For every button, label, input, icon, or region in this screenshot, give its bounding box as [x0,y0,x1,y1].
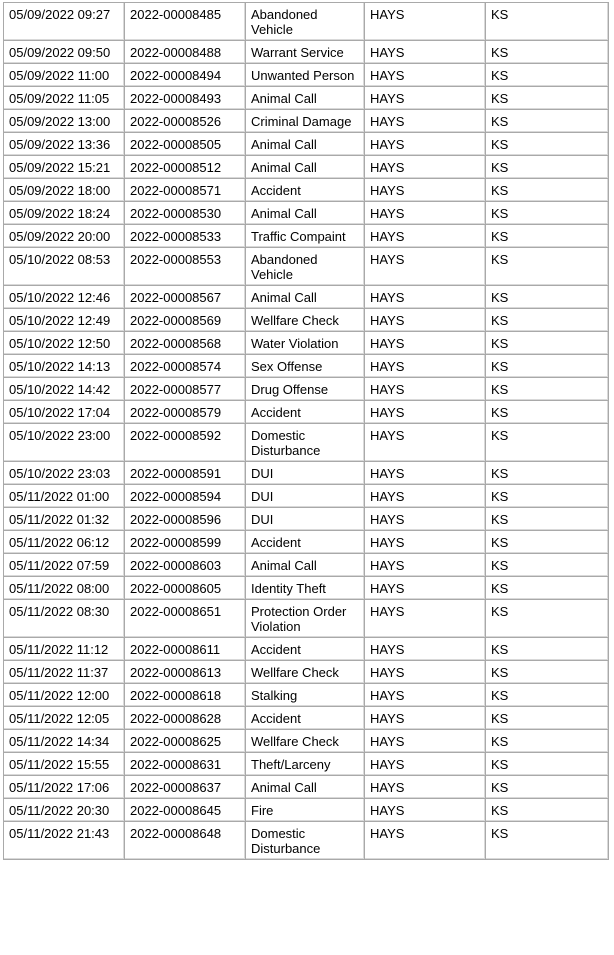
cell-case-number: 2022-00008613 [124,660,245,683]
cell-datetime: 05/10/2022 08:53 [3,247,124,285]
cell-state: KS [485,423,609,461]
cell-incident-type: Domestic Disturbance [245,423,364,461]
cell-state: KS [485,798,609,821]
cell-case-number: 2022-00008530 [124,201,245,224]
cell-datetime: 05/10/2022 14:42 [3,377,124,400]
cell-state: KS [485,109,609,132]
cell-datetime: 05/09/2022 11:00 [3,63,124,86]
cell-state: KS [485,86,609,109]
cell-datetime: 05/09/2022 13:36 [3,132,124,155]
cell-state: KS [485,729,609,752]
cell-city: HAYS [364,729,485,752]
cell-state: KS [485,201,609,224]
cell-datetime: 05/11/2022 08:30 [3,599,124,637]
table-row [3,821,609,860]
cell-state: KS [485,400,609,423]
cell-datetime: 05/09/2022 20:00 [3,224,124,247]
cell-incident-type: Accident [245,400,364,423]
cell-city: HAYS [364,798,485,821]
cell-case-number: 2022-00008651 [124,599,245,637]
cell-state: KS [485,821,609,860]
cell-state: KS [485,752,609,775]
cell-city: HAYS [364,599,485,637]
cell-state: KS [485,155,609,178]
cell-case-number: 2022-00008485 [124,2,245,40]
cell-city: HAYS [364,377,485,400]
cell-incident-type: Wellfare Check [245,660,364,683]
table-row [3,155,609,178]
cell-city: HAYS [364,201,485,224]
cell-state: KS [485,354,609,377]
cell-city: HAYS [364,637,485,660]
cell-incident-type: Fire [245,798,364,821]
table-row [3,224,609,247]
cell-case-number: 2022-00008596 [124,507,245,530]
cell-case-number: 2022-00008611 [124,637,245,660]
cell-city: HAYS [364,224,485,247]
cell-datetime: 05/11/2022 12:00 [3,683,124,706]
cell-state: KS [485,599,609,637]
cell-state: KS [485,224,609,247]
cell-case-number: 2022-00008568 [124,331,245,354]
cell-incident-type: Water Violation [245,331,364,354]
incident-log-body [3,2,609,860]
cell-state: KS [485,683,609,706]
cell-city: HAYS [364,576,485,599]
cell-state: KS [485,308,609,331]
cell-incident-type: Warrant Service [245,40,364,63]
cell-city: HAYS [364,247,485,285]
cell-datetime: 05/11/2022 06:12 [3,530,124,553]
cell-case-number: 2022-00008631 [124,752,245,775]
cell-incident-type: Animal Call [245,86,364,109]
table-row [3,201,609,224]
table-row [3,63,609,86]
cell-case-number: 2022-00008553 [124,247,245,285]
table-row [3,178,609,201]
cell-incident-type: Accident [245,178,364,201]
cell-city: HAYS [364,553,485,576]
cell-incident-type: Accident [245,637,364,660]
cell-case-number: 2022-00008505 [124,132,245,155]
cell-state: KS [485,530,609,553]
cell-city: HAYS [364,400,485,423]
cell-city: HAYS [364,683,485,706]
cell-incident-type: Wellfare Check [245,729,364,752]
cell-datetime: 05/10/2022 14:13 [3,354,124,377]
cell-city: HAYS [364,821,485,860]
cell-incident-type: Drug Offense [245,377,364,400]
cell-datetime: 05/11/2022 14:34 [3,729,124,752]
cell-datetime: 05/09/2022 18:24 [3,201,124,224]
cell-datetime: 05/10/2022 12:46 [3,285,124,308]
cell-datetime: 05/09/2022 09:27 [3,2,124,40]
table-row [3,40,609,63]
cell-case-number: 2022-00008526 [124,109,245,132]
cell-datetime: 05/11/2022 07:59 [3,553,124,576]
table-row [3,553,609,576]
cell-incident-type: Animal Call [245,285,364,308]
table-row [3,775,609,798]
table-row [3,247,609,285]
cell-state: KS [485,2,609,40]
cell-incident-type: Theft/Larceny [245,752,364,775]
cell-city: HAYS [364,178,485,201]
cell-datetime: 05/10/2022 12:50 [3,331,124,354]
table-row [3,706,609,729]
cell-datetime: 05/09/2022 13:00 [3,109,124,132]
cell-datetime: 05/11/2022 11:37 [3,660,124,683]
cell-datetime: 05/11/2022 15:55 [3,752,124,775]
cell-case-number: 2022-00008569 [124,308,245,331]
cell-state: KS [485,484,609,507]
cell-city: HAYS [364,423,485,461]
cell-case-number: 2022-00008494 [124,63,245,86]
cell-datetime: 05/11/2022 08:00 [3,576,124,599]
cell-datetime: 05/09/2022 18:00 [3,178,124,201]
cell-state: KS [485,775,609,798]
cell-incident-type: DUI [245,461,364,484]
table-row [3,599,609,637]
incident-log-table [3,2,609,860]
table-row [3,530,609,553]
cell-datetime: 05/10/2022 23:00 [3,423,124,461]
table-row [3,132,609,155]
cell-case-number: 2022-00008567 [124,285,245,308]
table-row [3,660,609,683]
cell-incident-type: Wellfare Check [245,308,364,331]
cell-datetime: 05/11/2022 21:43 [3,821,124,860]
cell-state: KS [485,660,609,683]
table-row [3,331,609,354]
cell-case-number: 2022-00008618 [124,683,245,706]
cell-case-number: 2022-00008574 [124,354,245,377]
cell-state: KS [485,637,609,660]
cell-city: HAYS [364,285,485,308]
cell-state: KS [485,132,609,155]
cell-state: KS [485,285,609,308]
cell-state: KS [485,461,609,484]
table-row [3,729,609,752]
table-row [3,354,609,377]
cell-incident-type: Domestic Disturbance [245,821,364,860]
table-row [3,576,609,599]
cell-case-number: 2022-00008637 [124,775,245,798]
cell-case-number: 2022-00008577 [124,377,245,400]
cell-case-number: 2022-00008603 [124,553,245,576]
cell-incident-type: Identity Theft [245,576,364,599]
cell-case-number: 2022-00008493 [124,86,245,109]
cell-city: HAYS [364,530,485,553]
table-row [3,683,609,706]
cell-state: KS [485,377,609,400]
cell-incident-type: Abandoned Vehicle [245,2,364,40]
cell-datetime: 05/11/2022 01:00 [3,484,124,507]
cell-case-number: 2022-00008592 [124,423,245,461]
table-row [3,461,609,484]
cell-datetime: 05/09/2022 15:21 [3,155,124,178]
cell-city: HAYS [364,132,485,155]
cell-datetime: 05/11/2022 01:32 [3,507,124,530]
cell-state: KS [485,553,609,576]
cell-city: HAYS [364,331,485,354]
cell-incident-type: DUI [245,484,364,507]
table-row [3,637,609,660]
table-row [3,285,609,308]
cell-datetime: 05/09/2022 11:05 [3,86,124,109]
cell-state: KS [485,40,609,63]
cell-datetime: 05/10/2022 23:03 [3,461,124,484]
table-row [3,484,609,507]
cell-city: HAYS [364,507,485,530]
cell-incident-type: Traffic Compaint [245,224,364,247]
cell-incident-type: Animal Call [245,201,364,224]
cell-case-number: 2022-00008488 [124,40,245,63]
cell-incident-type: Abandoned Vehicle [245,247,364,285]
cell-city: HAYS [364,706,485,729]
cell-incident-type: Stalking [245,683,364,706]
cell-state: KS [485,63,609,86]
cell-incident-type: Accident [245,706,364,729]
cell-city: HAYS [364,308,485,331]
table-row [3,109,609,132]
cell-city: HAYS [364,775,485,798]
cell-incident-type: Criminal Damage [245,109,364,132]
cell-city: HAYS [364,2,485,40]
cell-city: HAYS [364,752,485,775]
cell-case-number: 2022-00008625 [124,729,245,752]
cell-city: HAYS [364,155,485,178]
table-row [3,2,609,40]
cell-state: KS [485,331,609,354]
cell-case-number: 2022-00008579 [124,400,245,423]
cell-state: KS [485,247,609,285]
cell-state: KS [485,178,609,201]
table-row [3,308,609,331]
cell-case-number: 2022-00008594 [124,484,245,507]
cell-case-number: 2022-00008648 [124,821,245,860]
cell-datetime: 05/11/2022 12:05 [3,706,124,729]
cell-state: KS [485,507,609,530]
cell-city: HAYS [364,40,485,63]
cell-case-number: 2022-00008571 [124,178,245,201]
cell-incident-type: Animal Call [245,553,364,576]
cell-datetime: 05/10/2022 12:49 [3,308,124,331]
cell-city: HAYS [364,63,485,86]
cell-incident-type: DUI [245,507,364,530]
cell-incident-type: Unwanted Person [245,63,364,86]
table-row [3,752,609,775]
table-row [3,798,609,821]
cell-city: HAYS [364,109,485,132]
cell-case-number: 2022-00008628 [124,706,245,729]
cell-datetime: 05/11/2022 11:12 [3,637,124,660]
cell-city: HAYS [364,354,485,377]
cell-state: KS [485,706,609,729]
cell-incident-type: Animal Call [245,775,364,798]
cell-case-number: 2022-00008605 [124,576,245,599]
cell-case-number: 2022-00008591 [124,461,245,484]
cell-incident-type: Animal Call [245,155,364,178]
table-row [3,400,609,423]
cell-datetime: 05/09/2022 09:50 [3,40,124,63]
cell-case-number: 2022-00008533 [124,224,245,247]
cell-incident-type: Accident [245,530,364,553]
table-row [3,423,609,461]
cell-datetime: 05/11/2022 20:30 [3,798,124,821]
table-row [3,507,609,530]
cell-datetime: 05/11/2022 17:06 [3,775,124,798]
cell-state: KS [485,576,609,599]
cell-case-number: 2022-00008512 [124,155,245,178]
cell-city: HAYS [364,461,485,484]
cell-incident-type: Animal Call [245,132,364,155]
cell-incident-type: Protection Order Violation [245,599,364,637]
table-row [3,377,609,400]
cell-case-number: 2022-00008645 [124,798,245,821]
cell-datetime: 05/10/2022 17:04 [3,400,124,423]
cell-case-number: 2022-00008599 [124,530,245,553]
table-row [3,86,609,109]
cell-incident-type: Sex Offense [245,354,364,377]
cell-city: HAYS [364,86,485,109]
cell-city: HAYS [364,484,485,507]
cell-city: HAYS [364,660,485,683]
